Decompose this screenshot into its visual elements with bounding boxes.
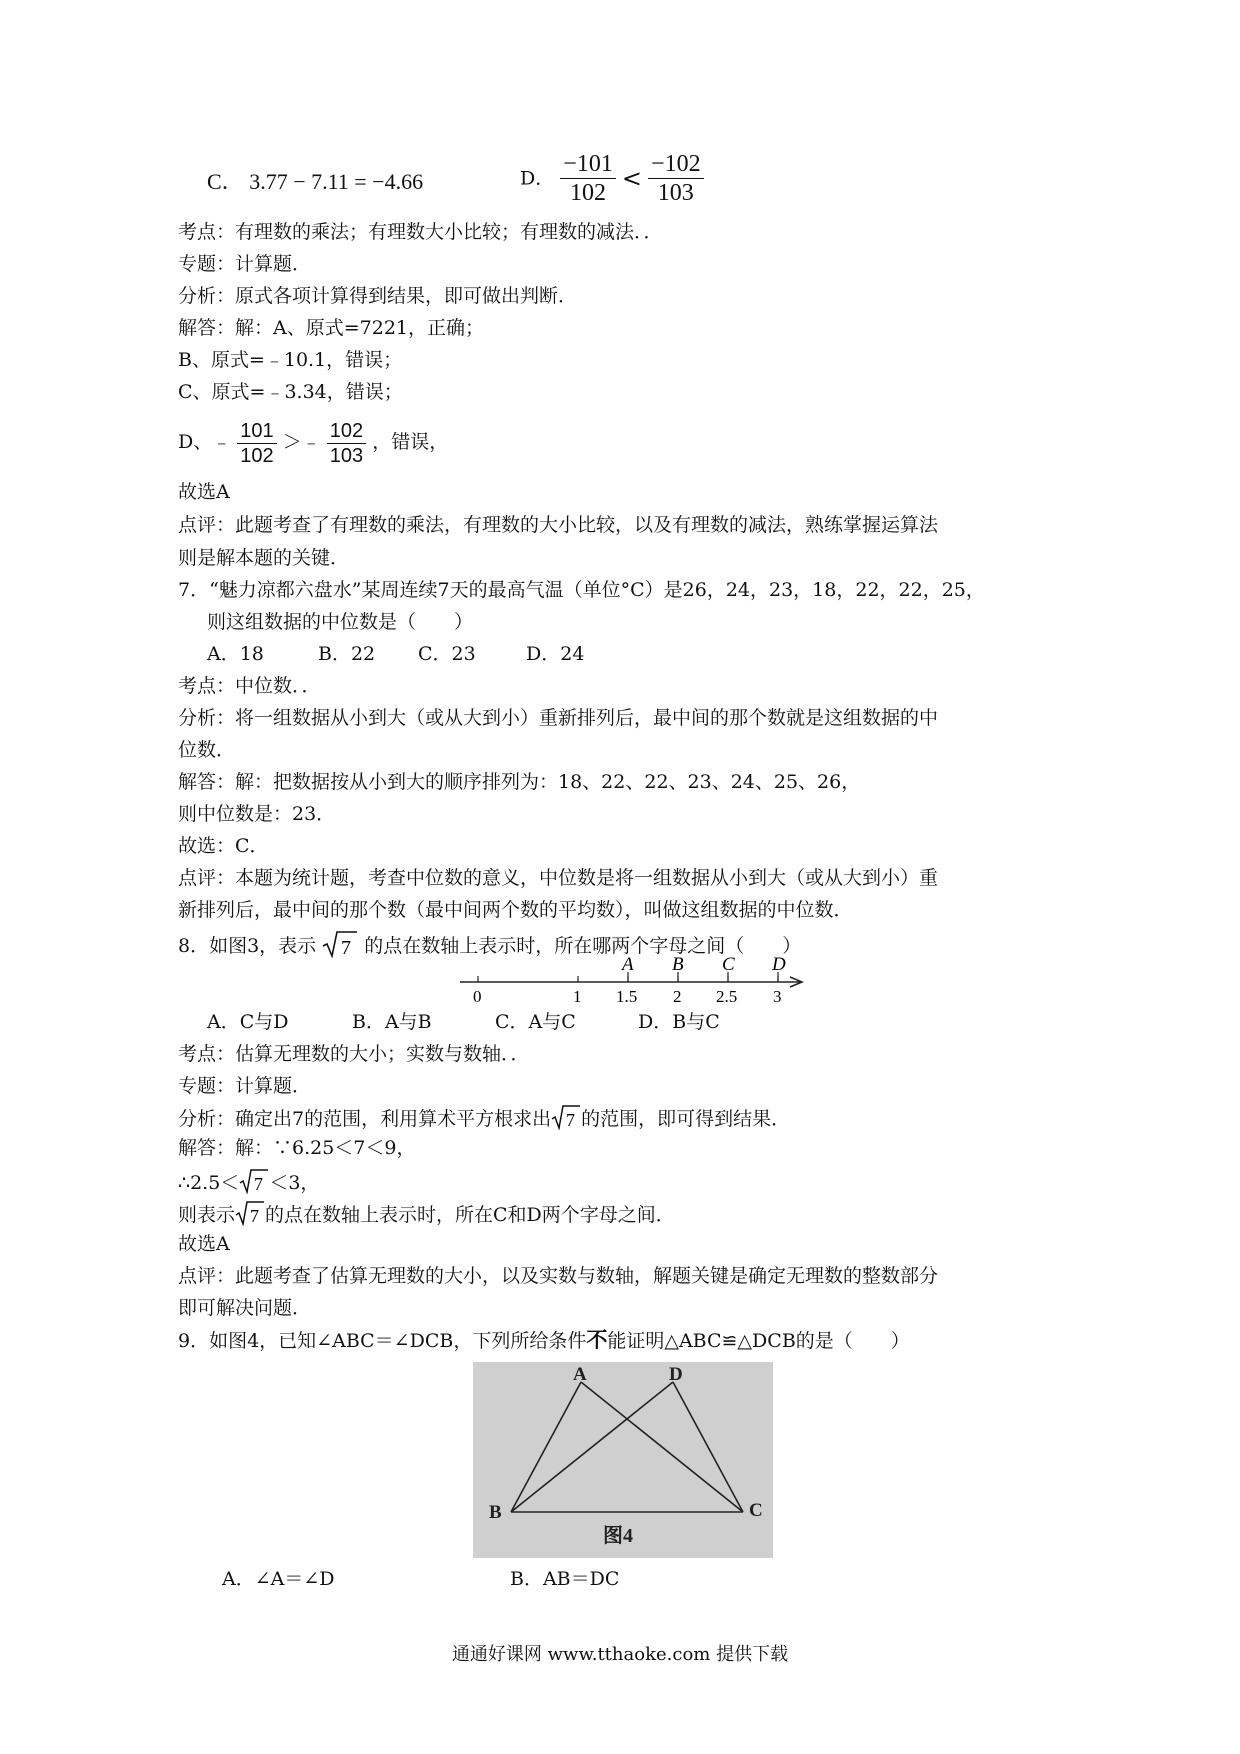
q8-option-a: A．C与D (207, 1011, 289, 1033)
q6-option-d-fraction-1 (560, 152, 616, 205)
q6-jieda-2: B、原式=﹣10.1，错误； (178, 349, 403, 371)
q6-option-c-expr: 3.77 − 7.11 = −4.66 (249, 169, 424, 194)
q8-dianping-2: 即可解决问题． (178, 1297, 312, 1319)
q6-jieda-4-fraction-1 (237, 421, 276, 466)
q9-stem-prefix: 9．如图4，已知∠ABC＝∠DCB，下列所给条件 (178, 1330, 587, 1352)
q6-zhuanti: 专题：计算题． (178, 253, 312, 275)
fraction-denominator: 103 (329, 444, 364, 467)
page-footer: 通通好课网 www.tthaoke.com 提供下载 (451, 1644, 789, 1665)
q6-option-c (207, 170, 423, 194)
q8-option-d: D．B与C (638, 1011, 720, 1033)
q6-guxuan: 故选A (178, 481, 230, 503)
q8-fenxi (178, 1104, 790, 1136)
fraction-numerator: −101 (560, 152, 616, 179)
q8-stem-suffix: 的点在数轴上表示时，所在哪两个字母之间（ ） (364, 935, 802, 957)
q7-stem-2: 则这组数据的中位数是（ ） (207, 611, 474, 633)
q7-option-a: A．18 (207, 643, 264, 665)
radical-sign-icon (551, 1104, 581, 1130)
point-d-label: D (772, 954, 786, 975)
triangle-figure (473, 1362, 773, 1558)
point-b-label: B (672, 954, 684, 975)
vertex-a-label: A (573, 1364, 587, 1385)
q8-kaodian: 考点：估算无理数的大小；实数与数轴．． (178, 1043, 530, 1065)
q7-stem-1: 7．“魅力凉都六盘水”某周连续7天的最高气温（单位°C）是26，24，23，18，22，22，25， (178, 579, 985, 601)
q7-kaodian: 考点：中位数．． (178, 675, 321, 697)
q6-option-d (520, 152, 704, 205)
radicand: 7 (341, 937, 352, 958)
q6-option-c-label: C． (207, 169, 244, 194)
q6-option-d-label: D． (520, 167, 555, 190)
q9-stem (178, 1328, 910, 1353)
q8-option-c: C．A与C (495, 1011, 576, 1033)
q8-jieda-2 (178, 1168, 319, 1200)
q8-jieda-2-prefix: ∴2.5＜ (178, 1172, 240, 1194)
q6-option-d-fraction-2 (648, 152, 704, 205)
q6-jieda-4-relation: ＞﹣ (282, 431, 321, 453)
sqrt-7-radical (235, 1200, 265, 1232)
radical-sign-icon (239, 1168, 269, 1194)
q8-jieda-1: 解答：解：∵6.25＜7＜9， (178, 1137, 416, 1159)
q8-jieda-3-prefix: 则表示 (178, 1204, 236, 1226)
tick-label-0: 0 (473, 987, 482, 1006)
q6-fenxi: 分析：原式各项计算得到结果，即可做出判断． (178, 285, 578, 307)
q8-jieda-3 (178, 1200, 675, 1232)
fraction-numerator: 101 (237, 421, 276, 444)
q7-jieda-1: 解答：解：把数据按从小到大的顺序排列为：18、22、22、23、24、25、26， (178, 771, 861, 793)
q6-jieda-4-prefix: D、﹣ (178, 431, 232, 453)
tick-label-1-5: 1.5 (616, 987, 638, 1006)
q8-dianping-1: 点评：此题考查了估算无理数的大小，以及实数与数轴，解题关键是确定无理数的整数部分 (178, 1265, 939, 1287)
radical-sign-icon (235, 1200, 265, 1226)
q8-jieda-2-suffix: ＜3， (269, 1172, 320, 1194)
radical-sign-icon (322, 930, 358, 958)
vertex-c-label: C (749, 1500, 763, 1521)
figure-caption: 图4 (603, 1525, 633, 1547)
q6-jieda-1: 解答：解：A、原式=7221，正确； (178, 317, 484, 339)
vertex-b-label: B (489, 1502, 502, 1523)
q7-fenxi-2: 位数． (178, 739, 236, 761)
q7-option-b: B．22 (318, 643, 376, 665)
q7-dianping-2: 新排列后，最中间的那个数（最中间两个数的平均数），叫做这组数据的中位数． (178, 899, 853, 921)
tick-label-3: 3 (773, 987, 782, 1006)
q6-dianping-1: 点评：此题考查了有理数的乘法，有理数的大小比较，以及有理数的减法，熟练掌握运算法 (178, 514, 939, 536)
q6-jieda-4-fraction-2 (327, 421, 366, 466)
radicand: 7 (566, 1110, 576, 1130)
q8-fenxi-prefix: 分析：确定出7的范围，利用算术平方根求出 (178, 1108, 552, 1130)
fraction-denominator: 102 (240, 444, 274, 467)
fraction-numerator: 102 (327, 421, 366, 444)
fraction-denominator: 103 (657, 180, 694, 206)
number-line-figure (460, 950, 820, 1006)
q7-dianping-1: 点评：本题为统计题，考查中位数的意义，中位数是将一组数据从小到大（或从大到小）重 (178, 867, 939, 889)
q8-option-b: B．A与B (352, 1011, 432, 1033)
tick-label-1: 1 (573, 987, 582, 1006)
q7-fenxi-1: 分析：将一组数据从小到大（或从大到小）重新排列后，最中间的那个数就是这组数据的中 (178, 707, 939, 729)
q6-jieda-4-suffix: ，错误， (372, 431, 449, 453)
q7-guxuan: 故选：C． (178, 835, 269, 857)
radicand: 7 (250, 1206, 260, 1226)
q9-stem-suffix: 能证明△ABC≌△DCB的是（ ） (607, 1330, 910, 1352)
q6-jieda-3: C、原式=﹣3.34，错误； (178, 381, 403, 403)
q9-option-a: A．∠A＝∠D (222, 1568, 335, 1590)
q9-stem-emphasis: 不 (586, 1327, 608, 1352)
q6-dianping-2: 则是解本题的关键． (178, 547, 350, 569)
fraction-denominator: 102 (570, 180, 607, 206)
point-a-label: A (622, 954, 634, 975)
vertex-d-label: D (669, 1364, 683, 1385)
point-c-label: C (722, 954, 735, 975)
q7-option-c: C．23 (418, 643, 476, 665)
tick-label-2-5: 2.5 (716, 987, 738, 1006)
radicand: 7 (254, 1174, 264, 1194)
q6-kaodian: 考点：有理数的乘法；有理数大小比较；有理数的减法．． (178, 221, 663, 243)
q8-zhuanti: 专题：计算题． (178, 1075, 312, 1097)
q9-option-b: B．AB＝DC (510, 1568, 620, 1590)
q7-option-d: D．24 (526, 643, 585, 665)
q8-jieda-3-suffix: 的点在数轴上表示时，所在C和D两个字母之间． (265, 1204, 675, 1226)
fraction-numerator: −102 (648, 152, 704, 179)
sqrt-7-radical (551, 1104, 581, 1136)
sqrt-7-radical (322, 930, 358, 964)
q8-fenxi-suffix: 的范围，即可得到结果． (581, 1108, 791, 1130)
q6-jieda-4 (178, 418, 448, 466)
tick-label-2: 2 (673, 987, 682, 1006)
q8-guxuan: 故选A (178, 1233, 230, 1255)
q8-stem-prefix: 8．如图3，表示 (178, 935, 317, 957)
sqrt-7-radical (239, 1168, 269, 1200)
q7-jieda-2: 则中位数是：23． (178, 803, 336, 825)
q6-option-d-relation: < (621, 164, 642, 193)
